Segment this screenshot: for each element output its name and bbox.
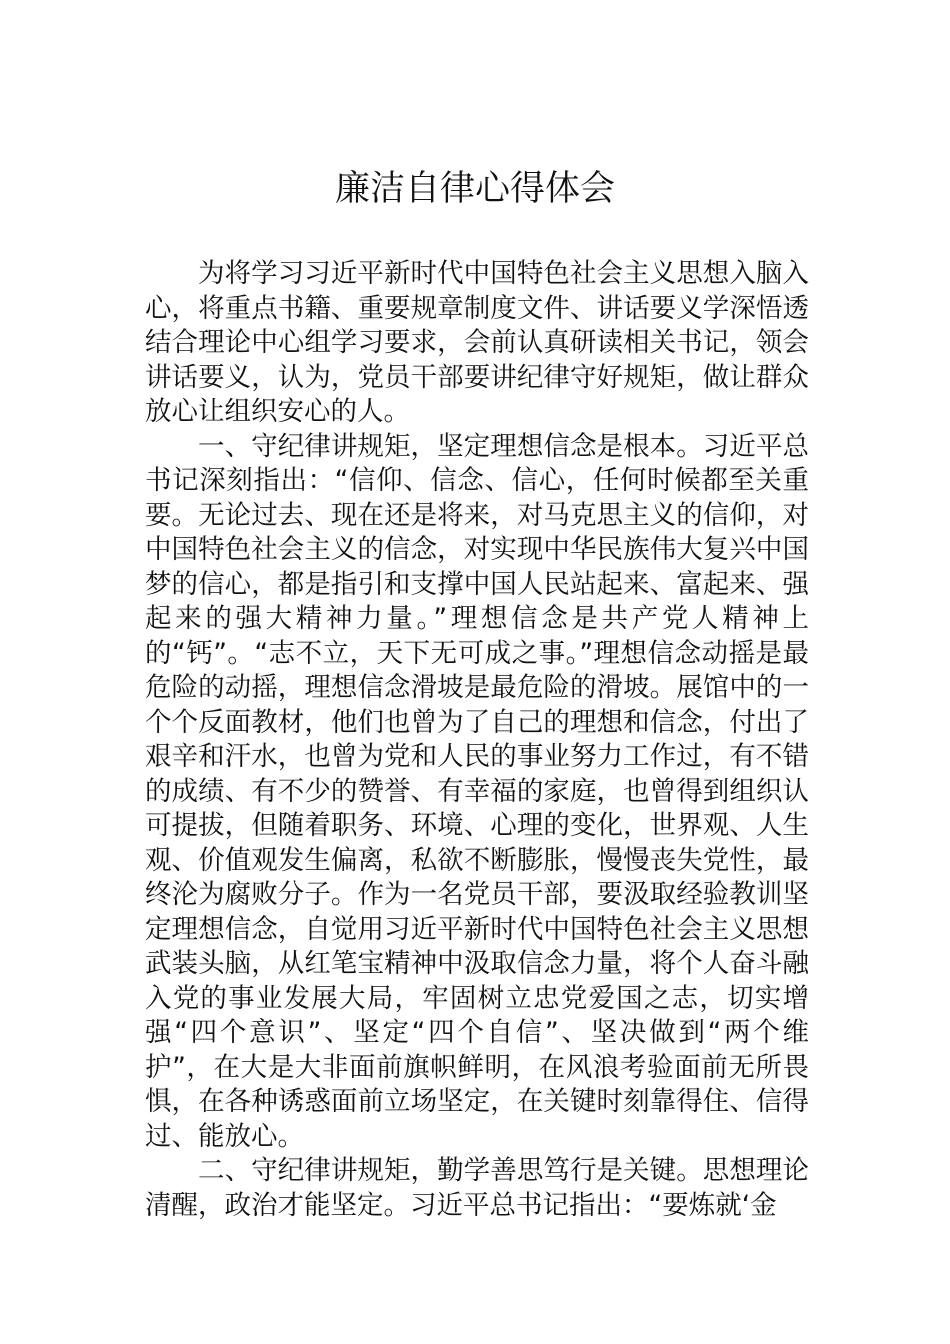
- document-title: 廉洁自律心得体会: [334, 169, 615, 209]
- paragraph-section-two: 二、守纪律讲规矩，勤学善思笃行是关键。思想理论清醒，政治才能坚定。习近平总书记指出：“要炼就‘金: [145, 1155, 809, 1221]
- paragraph-intro: 为将学习习近平新时代中国特色社会主义思想入脑入心，将重点书籍、重要规章制度文件、讲话要义学深悟透结合理论中心组学习要求，会前认真研读相关书记，领会讲话要义，认为，党员干部要讲纪律守好规矩，做让群众放心让组织安心的人。: [145, 258, 809, 427]
- paragraph-section-one: 一、守纪律讲规矩，坚定理想信念是根本。习近平总书记深刻指出：“信仰、信念、信心，任何时候都至关重要。无论过去、现在还是将来，对马克思主义的信仰，对中国特色社会主义的信念，对实现中华民族伟大复兴中国梦的信心，都是指引和支撑中国人民站起来、富起来、强起来的强大精神力量。”理想信念是共产党人精神上的“钙”。“志不立，天下无可成之事。”理想信念动摇是最危险的动摇，理想信念滑坡是最危险的滑坡。展馆中的一个个反面教材，他们也曾为了自己的理想和信念，付出了艰辛和汗水，也曾为党和人民的事业努力工作过，有不错的成绩、有不少的赞誉、有幸福的家庭，也曾得到组织认可提拔，但随着职务、环境、心理的变化，世界观、人生观、价值观发生偏离，私欲不断膨胀，慢慢丧失党性，最终沦为腐败分子。作为一名党员干部，要汲取经验教训坚定理想信念，自觉用习近平新时代中国特色社会主义思想武装头脑，从红笔宝精神中汲取信念力量，将个人奋斗融入党的事业发展大局，牢固树立忠党爱国之志，切实增强“四个意识”、坚定“四个自信”、坚决做到“两个维护”，在大是大非面前旗帜鲜明，在风浪考验面前无所畏惧，在各种诱惑面前立场坚定，在关键时刻靠得住、信得过、能放心。: [145, 430, 809, 1152]
- document-body: [145, 257, 809, 1223]
